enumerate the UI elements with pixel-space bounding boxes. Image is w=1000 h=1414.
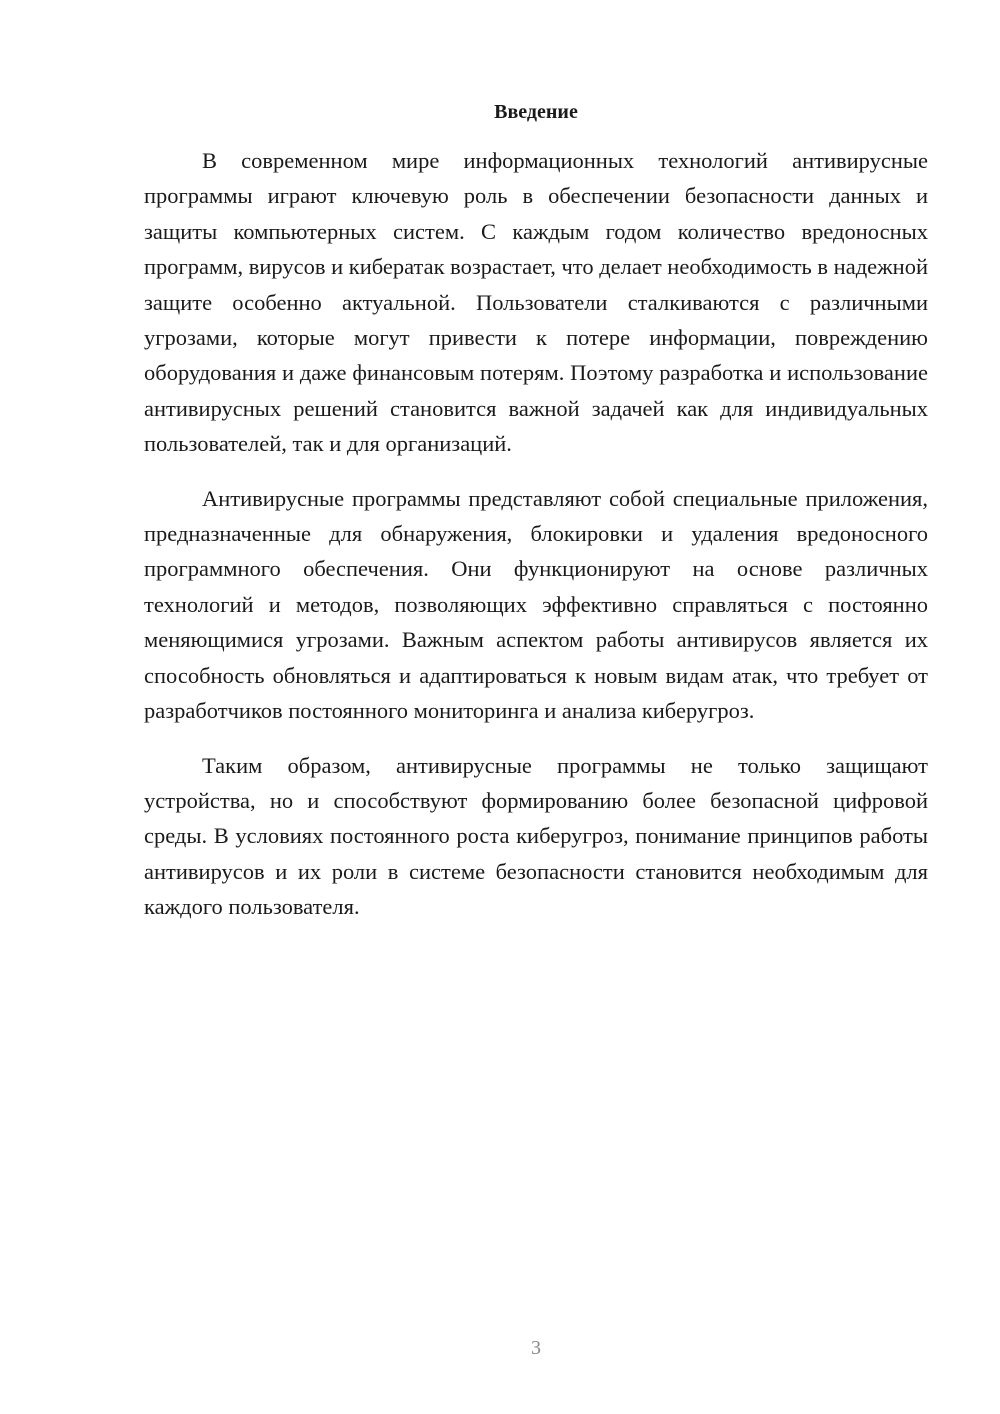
paragraph-2: Антивирусные программы представляют собой специальные приложения, предназначенные для обнаружения, блокировки и удаления вредоносного программного обеспечения. Они функционируют на основе различных технологий и методов, позволяющих эффективно справляться с постоянно меняющимися угрозами. Важным аспектом работы антивирусов является их способность обновляться и адаптироваться к новым видам атак, что требует от разработчиков постоянного мониторинга и анализа киберугроз.: [144, 485, 928, 724]
page-number: 3: [531, 1337, 541, 1359]
body-text: [144, 143, 928, 925]
paragraph-3: Таким образом, антивирусные программы не только защищают устройства, но и способствуют формированию более безопасной цифровой среды. В условиях постоянного роста киберугроз, понимание принципов работы антивирусов и их роли в системе безопасности становится необходимым для каждого пользователя.: [144, 752, 928, 920]
section-heading: Введение: [494, 101, 578, 123]
paragraph-1: В современном мире информационных технологий антивирусные программы играют ключевую роль в обеспечении безопасности данных и защиты компьютерных систем. С каждым годом количество вредоносных программ, вирусов и кибератак возрастает, что делает необходимость в надежной защите особенно актуальной. Пользователи сталкиваются с различными угрозами, которые могут привести к потере информации, повреждению оборудования и даже финансовым потерям. Поэтому разработка и использование антивирусных решений становится важной задачей как для индивидуальных пользователей, так и для организаций.: [144, 148, 928, 457]
